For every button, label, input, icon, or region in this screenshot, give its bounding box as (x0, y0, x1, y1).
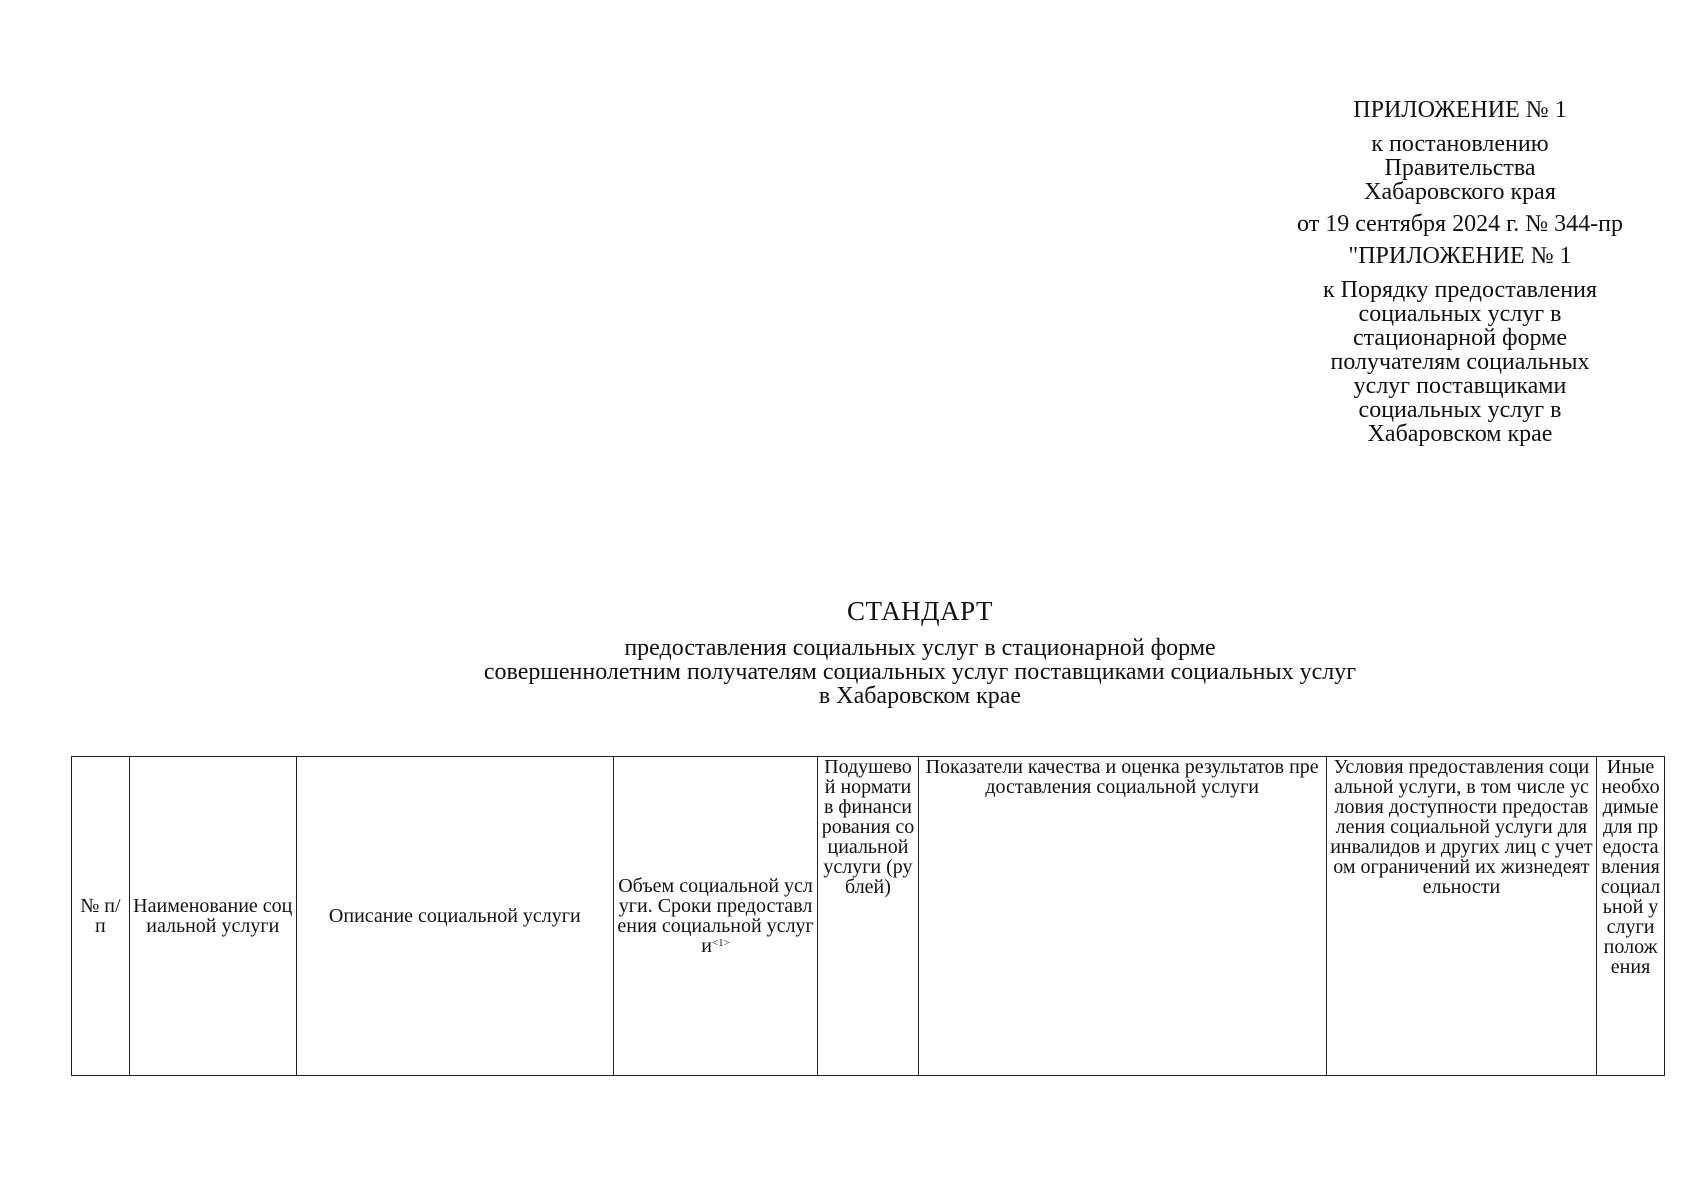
appendix-block (1240, 98, 1680, 446)
appendix-inner-title: "ПРИЛОЖЕНИЕ № 1 (1348, 243, 1572, 269)
header-volume-text: Объем социальной услуги. Сроки предоставления социальной услуги (617, 875, 814, 957)
header-service-description: Описание социальной услуги (296, 757, 613, 1076)
table-header-row (72, 757, 1665, 1076)
appendix-title: ПРИЛОЖЕНИЕ № 1 (1353, 97, 1567, 123)
header-financing-norm: Подушевой норматив финансирования социальной услуги (рублей) (818, 757, 918, 1076)
document-title: СТАНДАРТ (847, 596, 993, 626)
header-volume-terms (613, 757, 818, 1076)
appendix-procedure-ref: к Порядку предоставления социальных услуг в стационарной форме получателям социальных услуг поставщиками социальных услуг в Хабаровском крае (1322, 277, 1597, 447)
appendix-date-number: от 19 сентября 2024 г. № 344-пр (1297, 211, 1623, 237)
header-provision-conditions: Условия предоставления социальной услуги, в том числе условия доступности предоставления социальной услуги для инвалидов и других лиц с учетом ограничений их жизнедеятельности (1326, 757, 1596, 1076)
header-quality-indicators: Показатели качества и оценка результатов предоставления социальной услуги (918, 757, 1326, 1076)
document-subtitle: предоставления социальных услуг в стационарной форме совершеннолетним получателям социальных услуг поставщиками социальных услуг в Хабаровском крае (483, 635, 1357, 709)
standard-table (71, 756, 1665, 1076)
header-other-provisions: Иные необходимые для предоставления социальной услуги положения (1597, 757, 1665, 1076)
header-service-name: Наименование социальной услуги (129, 757, 296, 1076)
appendix-resolution-ref: к постановлению Правительства Хабаровского края (1364, 131, 1556, 205)
footnote-marker: <1> (711, 937, 730, 949)
header-number: № п/п (72, 757, 130, 1076)
